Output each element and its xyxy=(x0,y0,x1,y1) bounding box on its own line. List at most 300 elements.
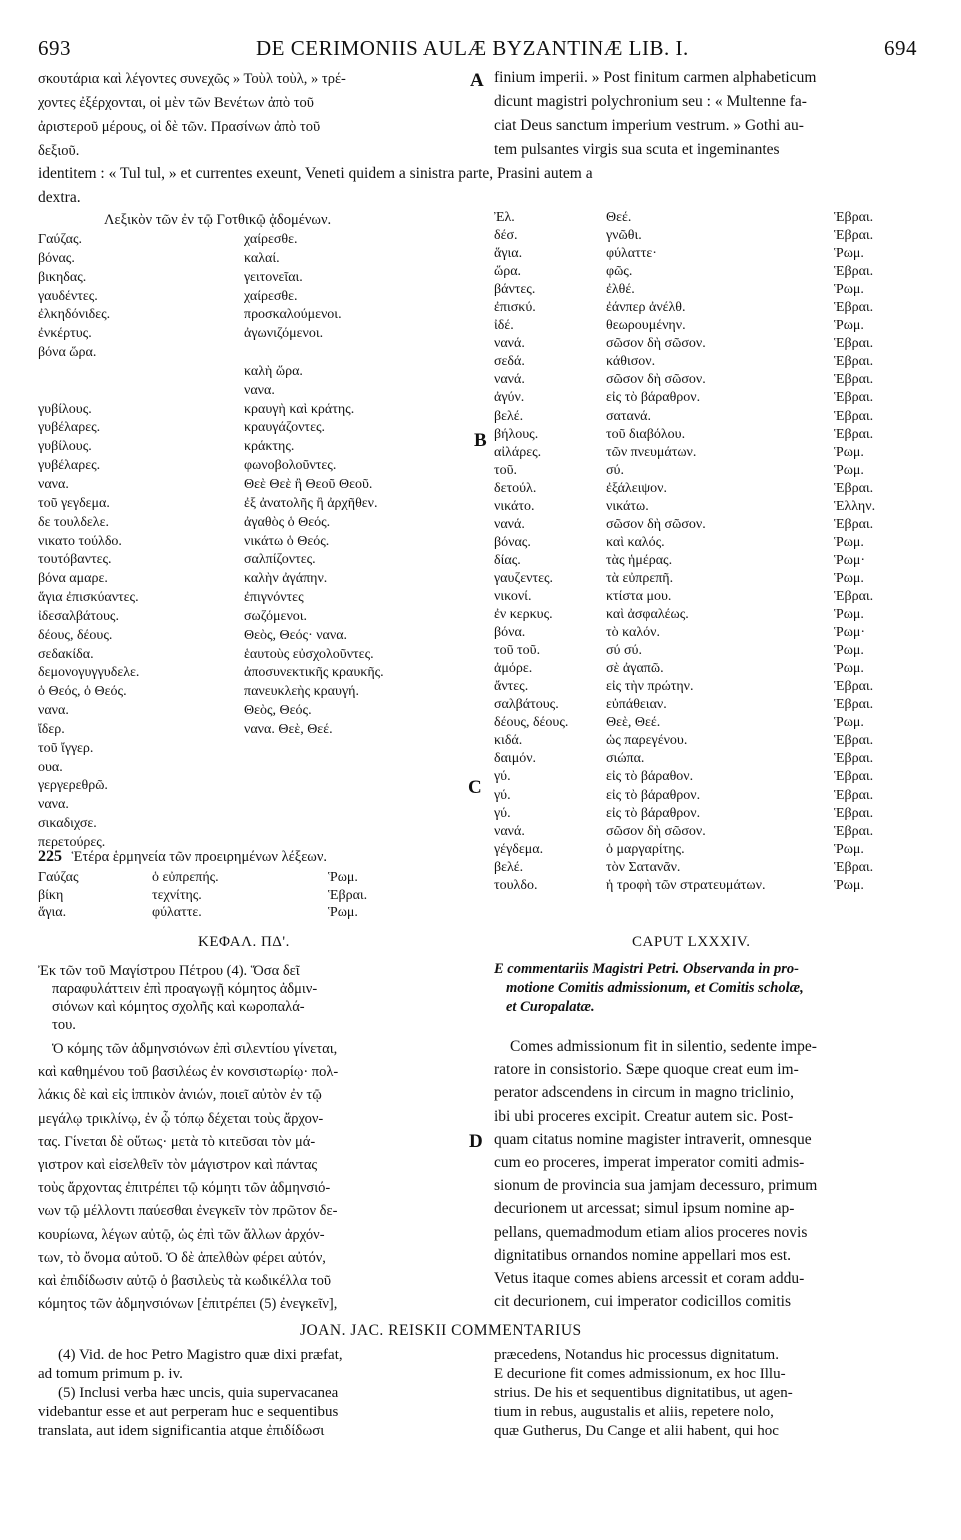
lexicon-gloss: τοῦ διαβόλου. xyxy=(606,426,686,442)
lexicon-term: δε τουλδελε. xyxy=(38,514,109,530)
lexicon-gloss: εὐπάθειαν. xyxy=(606,697,667,713)
lexicon-row xyxy=(494,389,934,407)
latin-line: tem pulsantes virgis sua scuta et ingeminantes xyxy=(494,141,780,158)
lexicon-term: ἐν κερκυς. xyxy=(494,607,553,623)
greek-line: ἀριστεροῦ μέρους, οἱ δὲ τῶν. Πρασίνων ἀπὸ τοῦ xyxy=(38,119,321,135)
section-term: βίκη xyxy=(38,887,64,903)
section-row xyxy=(38,887,478,905)
lexicon-term: βόνας. xyxy=(494,534,531,550)
lexicon-term: νανα. xyxy=(38,703,69,719)
lexicon-term: γύ. xyxy=(494,769,511,785)
lexicon-gloss: τὸν Σατανᾶν. xyxy=(606,859,681,875)
lexicon-gloss: εἰς τὴν πρώτην. xyxy=(606,679,694,695)
lexicon-term: βάντες. xyxy=(494,282,536,298)
greek-body-line: τας. Γίνεται δὲ οὕτως· μετὰ τὸ κιτεῦσαι τὸν μά- xyxy=(38,1133,316,1150)
footnote-line: translata, aut idem significantia atque ἐπιδίδωσι xyxy=(38,1423,325,1439)
margin-marker-b: B xyxy=(474,430,487,451)
section-225-table xyxy=(38,869,478,922)
lexicon-row xyxy=(494,408,934,426)
footnote-line: (5) Inclusi verba hæc uncis, quia supervacanea xyxy=(58,1385,339,1401)
lexicon-term: γέγδεμα. xyxy=(494,841,544,857)
lexicon-term: βελέ. xyxy=(494,859,524,875)
lexicon-language: Ῥωμ. xyxy=(834,318,864,334)
lexicon-term: ὁ Θεός, ὁ Θεός. xyxy=(38,684,127,700)
lexicon-row xyxy=(494,552,934,570)
lexicon-term: βόνα ὥρα. xyxy=(38,345,97,361)
lexicon-row xyxy=(38,401,478,420)
full-width-line: identitem : « Tul tul, » et currentes exeunt, Veneti quidem a sinistra parte, Prasini autem a xyxy=(38,165,593,182)
lexicon-row xyxy=(494,227,934,245)
lexicon-gloss: ἡ τροφὴ τῶν στρατευμάτων. xyxy=(606,877,766,893)
lexicon-term: δέσ. xyxy=(494,228,518,244)
lexicon-left-table xyxy=(38,231,478,853)
lexicon-row xyxy=(494,606,934,624)
section-term: ἅγια. xyxy=(38,905,67,920)
lexicon-gloss: ὡς παρεγένου. xyxy=(606,733,688,749)
lexicon-row xyxy=(38,759,478,778)
lexicon-language: Ῥωμ. xyxy=(834,877,864,893)
lexicon-language: Ἑβραι. xyxy=(834,390,874,406)
lexicon-row xyxy=(494,426,934,444)
lexicon-term: αἰλάρες. xyxy=(494,444,542,460)
lexicon-term: γεργερεθρῶ. xyxy=(38,778,108,794)
greek-body-line: γιστρον καὶ εἰσελθεῖν τὸν μάγιστρον καὶ πάντας xyxy=(38,1157,318,1173)
lexicon-language: Ἑλλην. xyxy=(834,498,876,514)
lexicon-gloss: θεωρουμένην. xyxy=(606,318,686,334)
lexicon-term: δεμονογυγγυδελε. xyxy=(38,665,140,681)
lexicon-term: ἀγύν. xyxy=(494,390,525,406)
margin-marker-c: C xyxy=(468,777,482,798)
lexicon-row xyxy=(38,231,478,250)
lexicon-gloss: νανα. xyxy=(244,382,275,398)
lexicon-language: Ῥωμ. xyxy=(834,715,864,731)
lexicon-row xyxy=(494,534,934,552)
lexicon-term: γαυδέντες. xyxy=(38,288,98,304)
lexicon-row xyxy=(494,678,934,696)
section-title: Ἑτέρα ἑρμηνεία τῶν προειρημένων λέξεων. xyxy=(71,849,328,865)
lexicon-term: ἅγια ἐπισκύαντες. xyxy=(38,590,139,606)
lexicon-language: Ῥωμ· xyxy=(834,625,866,641)
lexicon-term: γυβίλους. xyxy=(38,401,92,417)
lexicon-gloss: Θεέ. xyxy=(606,210,632,225)
lexicon-row xyxy=(38,608,478,627)
lexicon-gloss: νικάτω ὁ Θεός. xyxy=(244,533,330,549)
latin-line: ciat Deus sanctum imperium vestrum. » Gothi au- xyxy=(494,117,804,134)
lexicon-gloss: σὲ ἀγαπῶ. xyxy=(606,661,664,677)
greek-body-line: κόμητος τῶν ἀδμηνσιόνων [ἐπιτρέπει (5) ἐνεγκεῖν], xyxy=(38,1296,338,1313)
margin-marker-d: D xyxy=(469,1131,483,1152)
lexicon-term: δέους, δέους. xyxy=(38,627,113,643)
lexicon-language: Ῥωμ. xyxy=(834,534,864,550)
lexicon-language: Ῥωμ. xyxy=(834,661,864,677)
lexicon-gloss: τὰς ἡμέρας. xyxy=(606,552,673,568)
greek-body-line: των, τὸ ὄνομα αὐτοῦ. Ὁ δὲ ἀπελθὼν φέρει αὐτόν, xyxy=(38,1249,326,1266)
latin-body-line: dignitatibus ornandos nomine appellari mos est. xyxy=(494,1246,792,1264)
lexicon-language: Ἑβραι. xyxy=(834,679,874,695)
section-language: Ῥωμ. xyxy=(328,905,358,920)
latin-body-line: decurionem ut arcessat; simul ipsum nomine ap- xyxy=(494,1200,795,1218)
lexicon-language: Ἑβραι. xyxy=(834,336,874,352)
lexicon-row xyxy=(38,325,478,344)
lexicon-language: Ἑβραι. xyxy=(834,210,874,225)
lexicon-gloss: κάθισον. xyxy=(606,354,656,370)
greek-line: σκουτάρια καὶ λέγοντες συνεχῶς » Τοὺλ τοὺλ, » τρέ- xyxy=(38,71,346,87)
lexicon-term: τουτόβαντες. xyxy=(38,552,112,568)
lexicon-row xyxy=(38,514,478,533)
lexicon-gloss: ἐπιγνόντες xyxy=(244,590,304,606)
lexicon-gloss: Θεὲ Θεὲ ἢ Θεοῦ Θεοῦ. xyxy=(244,476,373,492)
lexicon-row xyxy=(494,696,934,714)
lexicon-language: Ῥωμ. xyxy=(834,841,864,857)
lexicon-gloss: τὰ εὐπρεπῆ. xyxy=(606,570,674,586)
lexicon-row xyxy=(38,702,478,721)
lexicon-row xyxy=(38,721,478,740)
commentary-line: strius. De his et sequentibus dignitatibus, ut agen- xyxy=(494,1385,793,1401)
lexicon-row xyxy=(38,269,478,288)
lexicon-term: ἅγια. xyxy=(494,246,523,262)
lexicon-term: γαυζεντες. xyxy=(494,570,554,586)
greek-body-line: καὶ καθημένου τοῦ βασιλέως ἐν κονσιστωρίῳ· πολ- xyxy=(38,1064,339,1081)
lexicon-language: Ἑβραι. xyxy=(834,823,874,839)
lexicon-language: Ῥωμ. xyxy=(834,607,864,623)
lexicon-term: νικονί. xyxy=(494,588,532,604)
lexicon-row xyxy=(494,588,934,606)
lexicon-gloss: εἰς τὸ βάραθρον. xyxy=(606,787,701,803)
latin-body-line: Vetus itaque comes abiens arcessit et coram addu- xyxy=(494,1270,805,1287)
lexicon-row xyxy=(38,419,478,438)
lexicon-row xyxy=(38,344,478,363)
lexicon-row xyxy=(494,335,934,353)
lexicon-row xyxy=(494,317,934,335)
greek-body-line: Ὁ κόμης τῶν ἀδμηνσιόνων ἐπὶ σιλεντίου γίνεται, xyxy=(52,1041,338,1057)
lexicon-row xyxy=(494,209,934,227)
lexicon-term: τοῦ τοῦ. xyxy=(494,643,541,659)
latin-intro-line: E commentariis Magistri Petri. Observanda in pro- xyxy=(494,961,799,977)
lexicon-term: δέους, δέους. xyxy=(494,715,569,731)
lexicon-row xyxy=(494,245,934,263)
latin-body-line: quam citatus nomine magister intraverit, omnesque xyxy=(494,1130,812,1148)
lexicon-term: νανά. xyxy=(494,336,525,352)
latin-body-line: cum eo proceres, imperat imperator comiti admis- xyxy=(494,1154,805,1171)
lexicon-language: Ἑβραι. xyxy=(834,751,874,767)
greek-body-line: νων τῷ μέλλοντι παύεσθαι ἐνεγκεῖν τὸν πρῶτον δε- xyxy=(38,1203,338,1220)
lexicon-row xyxy=(494,281,934,299)
lexicon-gloss: ὁ μαργαρίτης. xyxy=(606,841,685,857)
lexicon-gloss: σύ σύ. xyxy=(606,643,642,659)
lexicon-language: Ἑβραι. xyxy=(834,372,874,388)
full-width-line-end: dextra. xyxy=(38,189,81,206)
lexicon-row xyxy=(38,551,478,570)
lexicon-gloss: σύ. xyxy=(606,462,624,478)
lexicon-row xyxy=(38,664,478,683)
lexicon-term: σαλβάτους. xyxy=(494,697,559,713)
lexicon-row xyxy=(494,660,934,678)
greek-line: χοντες ἐξέρχονται, οἱ μὲν τῶν Βενέτων ἀπὸ τοῦ xyxy=(38,95,314,111)
latin-body-line: perator adscendens in circum in magno triclinio, xyxy=(494,1084,795,1102)
lexicon-gloss: κραυγάζοντες. xyxy=(244,420,325,436)
footnote-line: ad tomum primum p. iv. xyxy=(38,1366,183,1382)
latin-body-line: Comes admissionum fit in silentio, sedente impe- xyxy=(510,1038,817,1055)
lexicon-row xyxy=(38,457,478,476)
lexicon-row xyxy=(494,444,934,462)
lexicon-language: Ἑβραι. xyxy=(834,354,874,370)
lexicon-term: Ἐλ. xyxy=(494,210,515,225)
lexicon-row xyxy=(494,624,934,642)
section-gloss: τεχνίτης. xyxy=(152,887,202,903)
lexicon-term: ἀμόρε. xyxy=(494,661,533,677)
lexicon-gloss: ἐλθέ. xyxy=(606,282,635,298)
lexicon-row xyxy=(38,438,478,457)
lexicon-term: ἄντες. xyxy=(494,679,529,695)
commentary-title: JOAN. JAC. REISKII COMMENTARIUS xyxy=(300,1322,582,1339)
lexicon-language: Ῥωμ. xyxy=(834,643,864,659)
lexicon-term: ἰδέ. xyxy=(494,318,514,334)
lexicon-term: τοῦ. xyxy=(494,462,518,478)
lexicon-language: Ἑβραι. xyxy=(834,300,874,316)
lexicon-row xyxy=(494,841,934,859)
lexicon-gloss: σῶσον δὴ σῶσον. xyxy=(606,823,706,839)
lexicon-term: ἐλκηδόνιδες. xyxy=(38,307,111,323)
section-term: Γαύζας xyxy=(38,870,79,885)
commentary-line: præcedens, Notandus hic processus dignitatum. xyxy=(494,1347,779,1363)
lexicon-language: Ῥωμ. xyxy=(834,444,864,460)
lexicon-row xyxy=(494,714,934,732)
lexicon-language: Ἑβραι. xyxy=(834,408,874,424)
lexicon-gloss: Θεὸς, Θεός· νανα. xyxy=(244,627,348,643)
lexicon-term: νανά. xyxy=(494,516,525,532)
lexicon-row xyxy=(38,740,478,759)
lexicon-gloss: κράκτης. xyxy=(244,439,295,455)
lexicon-term: ὥρα. xyxy=(494,264,522,280)
latin-body-line: pellans, quemadmodum etiam alios proceres novis xyxy=(494,1223,808,1241)
lexicon-gloss: προσκαλούμενοι. xyxy=(244,307,342,323)
lexicon-language: Ἑβραι. xyxy=(834,480,874,496)
lexicon-right-table xyxy=(494,209,934,895)
lexicon-language: Ἑβραι. xyxy=(834,264,874,280)
lexicon-term: δίας. xyxy=(494,552,521,568)
greek-line: δεξιοῦ. xyxy=(38,143,80,159)
lexicon-row xyxy=(38,382,478,401)
lexicon-term: ἐπισκύ. xyxy=(494,300,536,316)
lexicon-row xyxy=(494,642,934,660)
lexicon-gloss: ἐάνπερ ἀνέλθ. xyxy=(606,300,686,316)
lexicon-row xyxy=(38,796,478,815)
greek-body-line: καὶ ἐπιδίδωσιν αὐτῷ ὁ βασιλεὺς τὰ κωδικέλλα τοῦ xyxy=(38,1273,332,1289)
lexicon-title: Λεξικὸν τῶν ἐν τῷ Γοτθικῷ ᾀδομένων. xyxy=(104,212,332,228)
latin-body-line: ratore in consistorio. Sæpe quoque creat eum im- xyxy=(494,1061,799,1079)
lexicon-term: γύ. xyxy=(494,805,511,821)
lexicon-term: Γαύζας. xyxy=(38,232,83,247)
lexicon-term: βικηδας. xyxy=(38,269,87,285)
lexicon-language: Ῥωμ. xyxy=(834,570,864,586)
lexicon-gloss: κτίστα μου. xyxy=(606,588,672,604)
greek-intro-line: Ἐκ τῶν τοῦ Μαγίστρου Πέτρου (4). Ὅσα δεῖ xyxy=(38,963,300,979)
lexicon-row xyxy=(494,353,934,371)
lexicon-row xyxy=(38,815,478,834)
lexicon-term: νανά. xyxy=(494,372,525,388)
lexicon-term: γυβίλους. xyxy=(38,439,92,455)
section-language: Ῥωμ. xyxy=(328,870,358,885)
lexicon-language: Ἑβραι. xyxy=(834,733,874,749)
lexicon-row xyxy=(494,823,934,841)
lexicon-gloss: τὸ καλόν. xyxy=(606,625,661,641)
lexicon-gloss: νικάτω. xyxy=(606,498,649,514)
lexicon-row xyxy=(38,306,478,325)
greek-body-line: κουρίωνα, λέγων αὐτῷ, ὡς ἐπὶ τῶν ἄλλων ἀρχόν- xyxy=(38,1226,325,1243)
lexicon-language: Ἑβραι. xyxy=(834,516,874,532)
latin-intro-line: motione Comitis admissionum, et Comitis scholæ, xyxy=(506,980,804,996)
lexicon-row xyxy=(38,495,478,514)
lexicon-gloss: πανευκλεὴς κραυγή. xyxy=(244,684,359,700)
lexicon-row xyxy=(494,480,934,498)
lexicon-language: Ἑβραι. xyxy=(834,588,874,604)
lexicon-term: ουα. xyxy=(38,759,63,775)
lexicon-row xyxy=(494,877,934,895)
lexicon-language: Ἑβραι. xyxy=(834,426,874,442)
lexicon-row xyxy=(494,516,934,534)
lexicon-gloss: χαίρεσθε. xyxy=(244,232,298,247)
lexicon-row xyxy=(494,859,934,877)
lexicon-term: νανά. xyxy=(494,823,525,839)
lexicon-gloss: χαίρεσθε. xyxy=(244,288,298,304)
lexicon-row xyxy=(38,589,478,608)
lexicon-term: γυβέλαρες. xyxy=(38,420,101,436)
lexicon-gloss: σῶσον δὴ σῶσον. xyxy=(606,372,706,388)
lexicon-term: δαιμόν. xyxy=(494,751,537,767)
lexicon-gloss: καλαί. xyxy=(244,250,280,266)
section-225-heading xyxy=(38,848,327,866)
section-row xyxy=(38,869,478,887)
lexicon-gloss: σαλπίζοντες. xyxy=(244,552,316,568)
greek-intro-line: του. xyxy=(52,1017,76,1033)
lexicon-row xyxy=(494,299,934,317)
lexicon-term: σεδά. xyxy=(494,354,525,370)
lexicon-row xyxy=(494,462,934,480)
lexicon-row xyxy=(38,288,478,307)
lexicon-term: νανα. xyxy=(38,476,69,492)
lexicon-gloss: καλὴ ὥρα. xyxy=(244,363,303,379)
lexicon-gloss: ἀγωνιζόμενοι. xyxy=(244,326,324,342)
greek-body-line: τοὺς ἄρχοντας ἐπιτρέπει τῷ κόμητι τῶν ἀδμηνσιό- xyxy=(38,1180,331,1197)
lexicon-gloss: τῶν πνευμάτων. xyxy=(606,444,697,460)
lexicon-row xyxy=(38,363,478,382)
margin-marker-a: A xyxy=(470,70,484,91)
lexicon-row xyxy=(494,498,934,516)
lexicon-term: σικαδιχσε. xyxy=(38,816,97,832)
latin-body-line: sionum de provincia sua jamjam decessuro, primum xyxy=(494,1177,818,1195)
lexicon-term: ἰδεσαλβάτους. xyxy=(38,608,119,624)
lexicon-row xyxy=(38,476,478,495)
lexicon-gloss: καὶ ἀσφαλέως. xyxy=(606,607,689,623)
latin-body-line: ibi ubi proceres excipit. Creatur autem sic. Post- xyxy=(494,1107,794,1125)
lexicon-gloss: ἐξ ἀνατολῆς ἢ ἀρχῆθεν. xyxy=(244,495,378,511)
section-gloss: φύλαττε. xyxy=(152,905,202,920)
lexicon-gloss: φῶς. xyxy=(606,264,633,280)
lexicon-gloss: κραυγὴ καὶ κράτης. xyxy=(244,401,355,417)
lexicon-language: Ἑβραι. xyxy=(834,787,874,803)
lexicon-gloss: σατανά. xyxy=(606,408,652,424)
footnote-line: videbantur esse et aut perperam huc e sequentibus xyxy=(38,1404,339,1420)
lexicon-term: τοῦ ἴγγερ. xyxy=(38,740,94,756)
lexicon-term: τοῦ γεγδεμα. xyxy=(38,495,110,511)
lexicon-term: τουλδο. xyxy=(494,877,538,893)
commentary-line: E decurione fit comes admissionum, ex hoc Illu- xyxy=(494,1366,786,1382)
greek-body-line: λάκις δὲ καὶ εἰς ἱππικὸν ἀνιών, ποιεῖ αὐτὸν ἐν τῷ xyxy=(38,1087,322,1104)
lexicon-term: βόνα. xyxy=(494,625,526,641)
lexicon-term: ἐνκέρτυς. xyxy=(38,326,92,342)
section-number: 225 xyxy=(38,848,62,865)
lexicon-term: βόνας. xyxy=(38,250,75,266)
lexicon-language: Ἑβραι. xyxy=(834,859,874,875)
lexicon-row xyxy=(494,570,934,588)
lexicon-row xyxy=(38,250,478,269)
lexicon-gloss: σωζόμενοι. xyxy=(244,608,308,624)
lexicon-gloss: σῶσον δὴ σῶσον. xyxy=(606,336,706,352)
lexicon-gloss: ἀποσυνεκτικῆς κραυκῆς. xyxy=(244,665,384,681)
latin-body-line: cit decurionem, cui imperator codicillos comitis xyxy=(494,1293,791,1311)
latin-chapter-heading: CAPUT LXXXIV. xyxy=(632,934,751,950)
lexicon-language: Ῥωμ. xyxy=(834,462,864,478)
lexicon-row xyxy=(38,533,478,552)
latin-line: finium imperii. » Post finitum carmen alphabeticum xyxy=(494,69,817,86)
lexicon-gloss: γνῶθι. xyxy=(606,228,642,244)
lexicon-gloss: Θεὸς, Θεός. xyxy=(244,703,312,719)
lexicon-language: Ἑβραι. xyxy=(834,769,874,785)
lexicon-gloss: καλὴν ἀγάπην. xyxy=(244,571,328,587)
greek-chapter-heading: ΚΕΦΑΛ. ΠΔ'. xyxy=(198,934,290,950)
lexicon-language: Ἑβραι. xyxy=(834,697,874,713)
lexicon-gloss: φύλαττε· xyxy=(606,246,657,262)
greek-body-line: μεγάλῳ τρικλίνῳ, ἐν ᾧ τόπῳ δέχεται τοὺς ἄρχον- xyxy=(38,1110,324,1127)
lexicon-term: βήλους. xyxy=(494,426,539,442)
lexicon-term: περετούρες. xyxy=(38,835,106,850)
lexicon-term: νικατο τούλδο. xyxy=(38,533,122,549)
lexicon-term: γύ. xyxy=(494,787,511,803)
page-number-left: 693 xyxy=(38,36,71,60)
lexicon-gloss: σῶσον δὴ σῶσον. xyxy=(606,516,706,532)
lexicon-gloss: γειτονεῖαι. xyxy=(244,269,303,285)
lexicon-term: βελέ. xyxy=(494,408,524,424)
lexicon-term: βόνα αμαρε. xyxy=(38,571,108,587)
page-number-right: 694 xyxy=(884,36,917,60)
lexicon-term: γυβέλαρες. xyxy=(38,458,101,474)
section-gloss: ὁ εὐπρεπής. xyxy=(152,870,219,885)
lexicon-gloss: εἰς τὸ βάραθον. xyxy=(606,769,694,785)
lexicon-term: νικάτο. xyxy=(494,498,535,514)
lexicon-term: ἴδερ. xyxy=(38,721,65,737)
running-title: DE CERIMONIIS AULÆ BYZANTINÆ LIB. I. xyxy=(256,36,689,60)
lexicon-row xyxy=(38,777,478,796)
commentary-line: quæ Gutherus, Du Cange et alii habent, qui hoc xyxy=(494,1423,779,1439)
latin-intro-line: et Curopalatæ. xyxy=(506,999,595,1015)
lexicon-gloss: Θεὲ, Θεέ. xyxy=(606,715,661,731)
lexicon-row xyxy=(494,750,934,768)
lexicon-gloss: νανα. Θεὲ, Θεέ. xyxy=(244,721,333,737)
latin-line: dicunt magistri polychronium seu : « Multenne fa- xyxy=(494,93,807,110)
footnote-line: (4) Vid. de hoc Petro Magistro quæ dixi præfat, xyxy=(58,1347,343,1363)
commentary-line: tium in rebus, augustalis et aliis, repetere nolo, xyxy=(494,1404,774,1420)
lexicon-gloss: εἰς τὸ βάραθρον. xyxy=(606,390,701,406)
lexicon-gloss: φωνοβολοῦντες. xyxy=(244,458,337,474)
lexicon-row xyxy=(494,768,934,786)
lexicon-gloss: καὶ καλός. xyxy=(606,534,665,550)
lexicon-language: Ἑβραι. xyxy=(834,805,874,821)
lexicon-language: Ῥωμ. xyxy=(834,246,864,262)
greek-intro-line: σιόνων καὶ κόμητος σχολῆς καὶ κωροπαλά- xyxy=(52,999,305,1015)
section-row xyxy=(38,904,478,922)
section-language: Ἑβραι. xyxy=(328,887,368,903)
lexicon-gloss: ἑαυτοὺς εὐσχολοῦντες. xyxy=(244,646,374,662)
